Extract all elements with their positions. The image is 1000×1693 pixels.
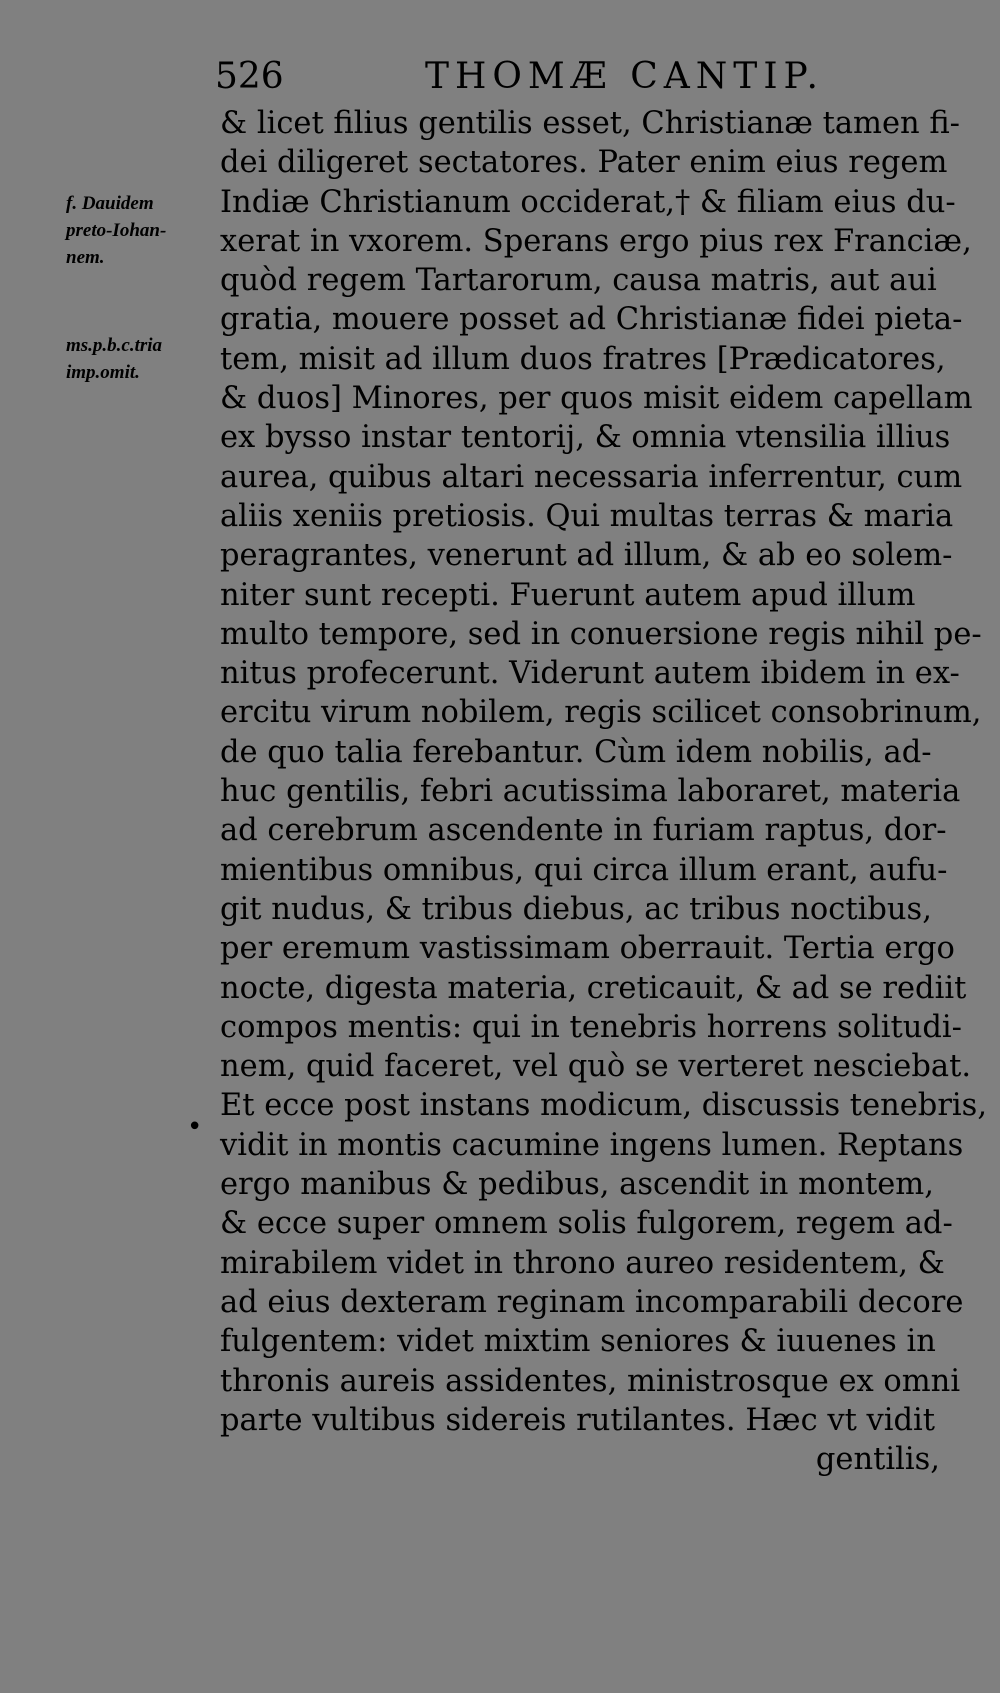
text-line: per eremum vastissimam oberrauit. Tertia ergo (220, 931, 955, 967)
text-line: & licet filius gentilis esset, Christianæ tamen fi- (220, 106, 960, 141)
text-line: nem, quid faceret, vel quò se verteret nesciebat. (220, 1049, 972, 1085)
page-header (215, 52, 975, 102)
text-line: compos mentis: qui in tenebris horrens solitudi- (220, 1009, 962, 1045)
text-line: multo tempore, sed in conuersione regis nihil pe- (220, 616, 982, 652)
text-line: nitus profecerunt. Viderunt autem ibidem in ex- (220, 656, 960, 692)
text-line: xerat in vxorem. Sperans ergo pius rex Franciæ, (220, 223, 972, 259)
text-line: git nudus, & tribus diebus, ac tribus noctibus, (220, 891, 932, 927)
text-line: nocte, digesta materia, creticauit, & ad se rediit (220, 970, 967, 1006)
text-line: dei diligeret sectatores. Pater enim eius regem (220, 145, 948, 181)
text-line: & duos] Minores, per quos misit eidem capellam (220, 381, 973, 417)
margin-note-2 (66, 332, 216, 386)
text-line: Indiæ Christianum occiderat,† & filiam eius du- (220, 184, 956, 220)
text-line: Et ecce post instans modicum, discussis tenebris, (220, 1088, 988, 1124)
text-line: huc gentilis, febri acutissima laboraret, materia (220, 774, 961, 810)
text-line: parte vultibus sidereis rutilantes. Hæc vt vidit (220, 1402, 936, 1438)
text-line: ercitu virum nobilem, regis scilicet consobrinum, (220, 695, 982, 731)
text-line: vidit in montis cacumine ingens lumen. Reptans (220, 1127, 964, 1163)
margin-note-1 (66, 190, 216, 271)
text-line: ad eius dexteram reginam incomparabili decore (220, 1284, 964, 1320)
text-line: mientibus omnibus, qui circa illum erant, aufu- (220, 852, 948, 888)
text-line: aurea, quibus altari necessaria inferrentur, cum (220, 459, 963, 495)
catchword: gentilis, (815, 1442, 940, 1478)
text-line: aliis xeniis pretiosis. Qui multas terras & maria (220, 498, 954, 534)
text-line: mirabilem videt in throno aureo residentem, & (220, 1245, 945, 1281)
text-line: de quo talia ferebantur. Cùm idem nobilis, ad- (220, 734, 932, 770)
text-line: thronis aureis assidentes, ministrosque ex omni (220, 1363, 961, 1399)
margin-note-line: imp.omit. (66, 362, 140, 383)
margin-bullet: • (187, 1112, 203, 1142)
text-line: ex bysso instar tentorij, & omnia vtensilia illius (220, 420, 951, 456)
page-number: 526 (215, 56, 284, 97)
margin-note-line: preto-Iohan- (66, 220, 167, 241)
running-title: THOMÆ CANTIP. (425, 56, 824, 97)
margin-note-line: f. Dauidem (66, 193, 154, 214)
margin-note-line: ms.p.b.c.tria (66, 335, 163, 356)
text-line: ergo manibus & pedibus, ascendit in montem, (220, 1167, 934, 1203)
margin-note-line: nem. (66, 247, 105, 268)
text-line: ad cerebrum ascendente in furiam raptus, dor- (220, 813, 947, 849)
text-line: fulgentem: videt mixtim seniores & iuuenes in (220, 1324, 936, 1360)
text-line: tem, misit ad illum duos fratres [Prædicatores, (220, 341, 946, 377)
text-line: & ecce super omnem solis fulgorem, regem ad- (220, 1206, 953, 1242)
text-line: peragrantes, venerunt ad illum, & ab eo solem- (220, 538, 953, 574)
text-line: gratia, mouere posset ad Christianæ fidei pieta- (220, 302, 963, 338)
text-line: quòd regem Tartarorum, causa matris, aut aui (220, 263, 937, 299)
main-text (220, 104, 988, 1479)
text-line: niter sunt recepti. Fuerunt autem apud illum (220, 577, 916, 613)
